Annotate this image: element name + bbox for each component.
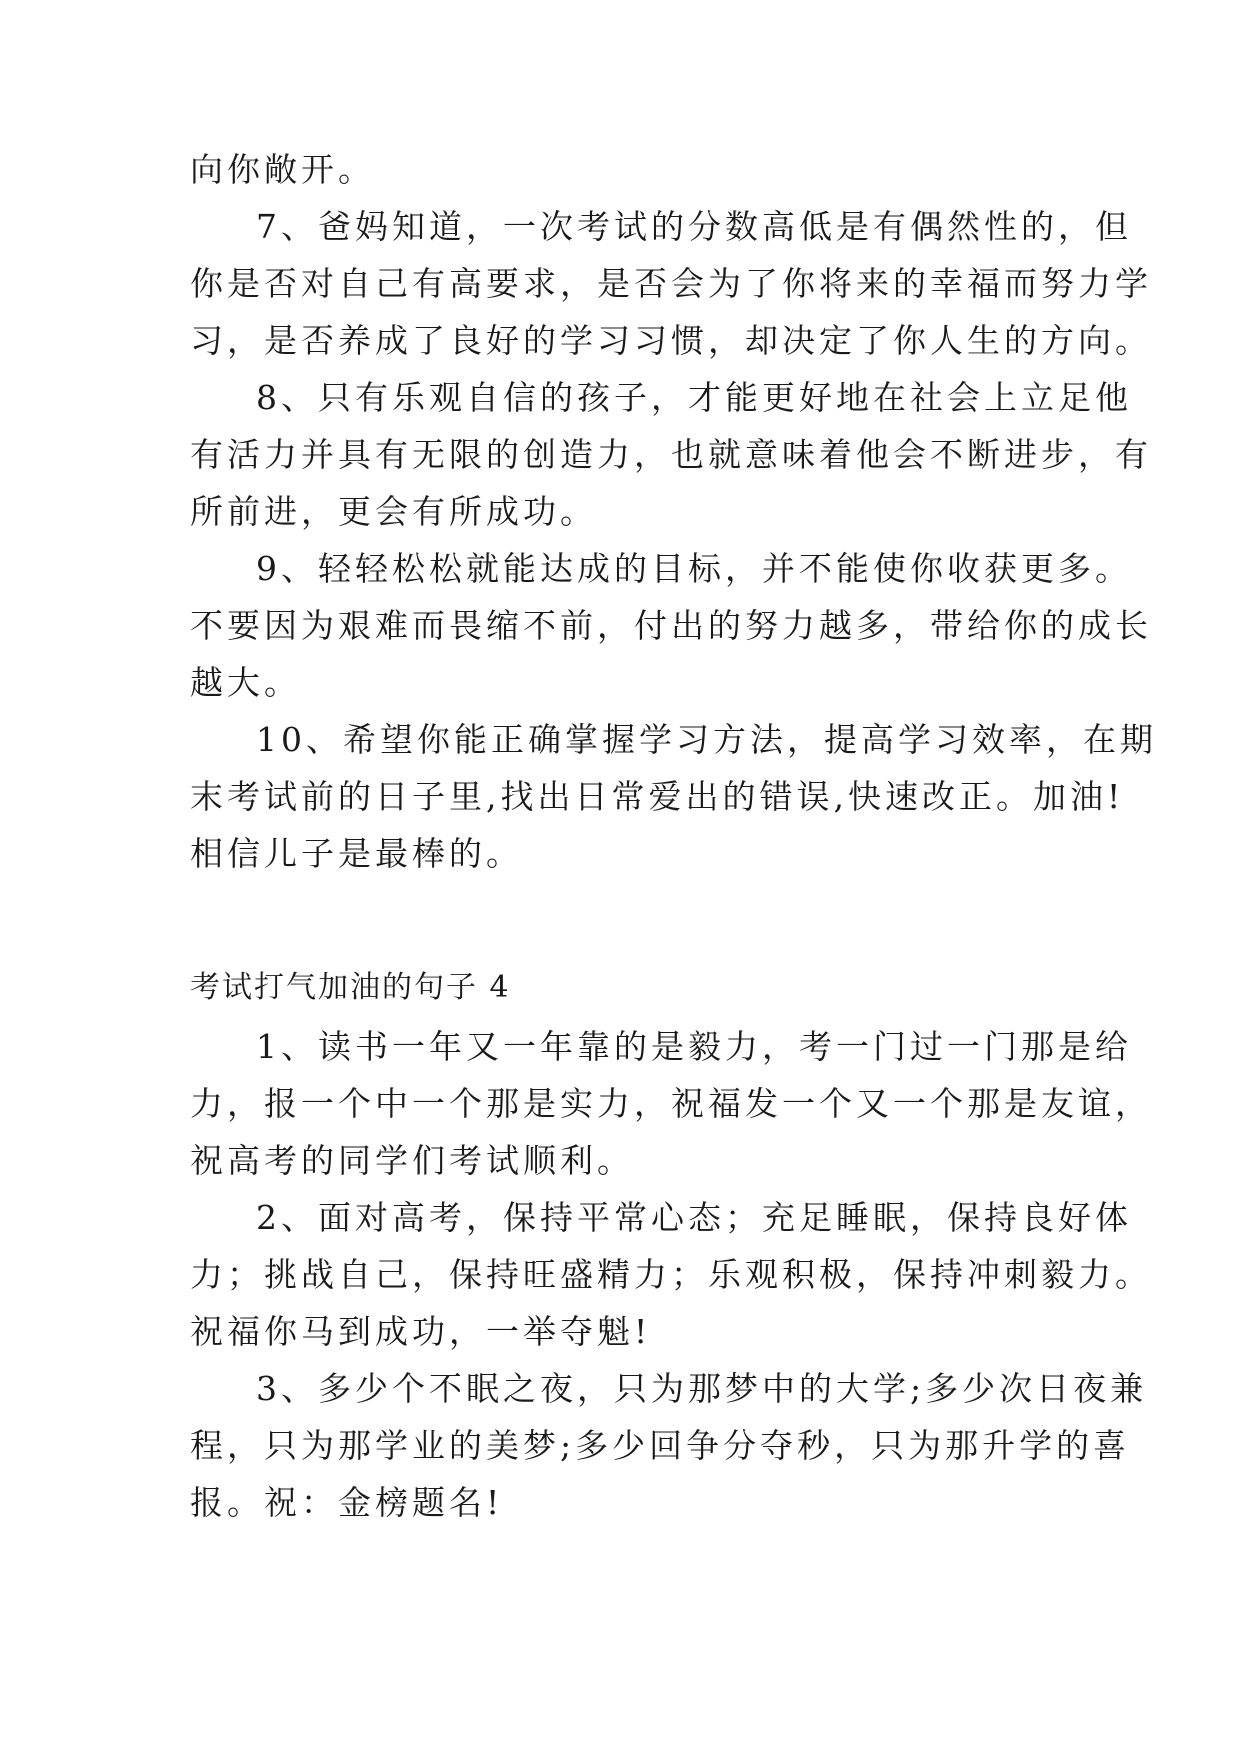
paragraph-line: 相信儿子是最棒的。	[190, 834, 523, 873]
paragraph-line: 祝高考的同学们考试顺利。	[190, 1141, 634, 1180]
paragraph-line: 9、轻轻松松就能达成的目标，并不能使你收获更多。	[256, 549, 1132, 588]
section-heading: 考试打气加油的句子 4	[190, 970, 511, 1005]
paragraph-line: 不要因为艰难而畏缩不前，付出的努力越多，带给你的成长	[190, 606, 1152, 645]
paragraph-line: 力；挑战自己，保持旺盛精力；乐观积极，保持冲刺毅力。	[190, 1255, 1152, 1294]
paragraph-line: 3、多少个不眠之夜，只为那梦中的大学;多少次日夜兼	[256, 1369, 1148, 1408]
paragraph-line: 所前进，更会有所成功。	[190, 492, 597, 531]
paragraph-line: 末考试前的日子里,找出日常爱出的错误,快速改正。加油!	[190, 777, 1125, 816]
paragraph-line: 有活力并具有无限的创造力，也就意味着他会不断进步，有	[190, 435, 1152, 474]
paragraph-line: 报。祝：金榜题名!	[190, 1483, 504, 1522]
paragraph-line: 你是否对自己有高要求，是否会为了你将来的幸福而努力学	[190, 264, 1152, 303]
paragraph-line: 程，只为那学业的美梦;多少回争分夺秒，只为那升学的喜	[190, 1426, 1131, 1465]
paragraph-line: 向你敞开。	[190, 150, 375, 189]
paragraph-line: 7、爸妈知道，一次考试的分数高低是有偶然性的，但	[256, 207, 1132, 246]
paragraph-line: 10、希望你能正确掌握学习方法，提高学习效率，在期	[256, 720, 1157, 759]
paragraph-line: 习，是否养成了良好的学习习惯，却决定了你人生的方向。	[190, 321, 1152, 360]
paragraph-line: 祝福你马到成功，一举夺魁!	[190, 1312, 652, 1351]
paragraph-line: 2、面对高考，保持平常心态；充足睡眠，保持良好体	[256, 1198, 1132, 1237]
paragraph-line: 1、读书一年又一年靠的是毅力，考一门过一门那是给	[256, 1027, 1132, 1066]
paragraph-line: 力，报一个中一个那是实力，祝福发一个又一个那是友谊，	[190, 1084, 1152, 1123]
paragraph-line: 越大。	[190, 663, 301, 702]
paragraph-line: 8、只有乐观自信的孩子，才能更好地在社会上立足他	[256, 378, 1132, 417]
